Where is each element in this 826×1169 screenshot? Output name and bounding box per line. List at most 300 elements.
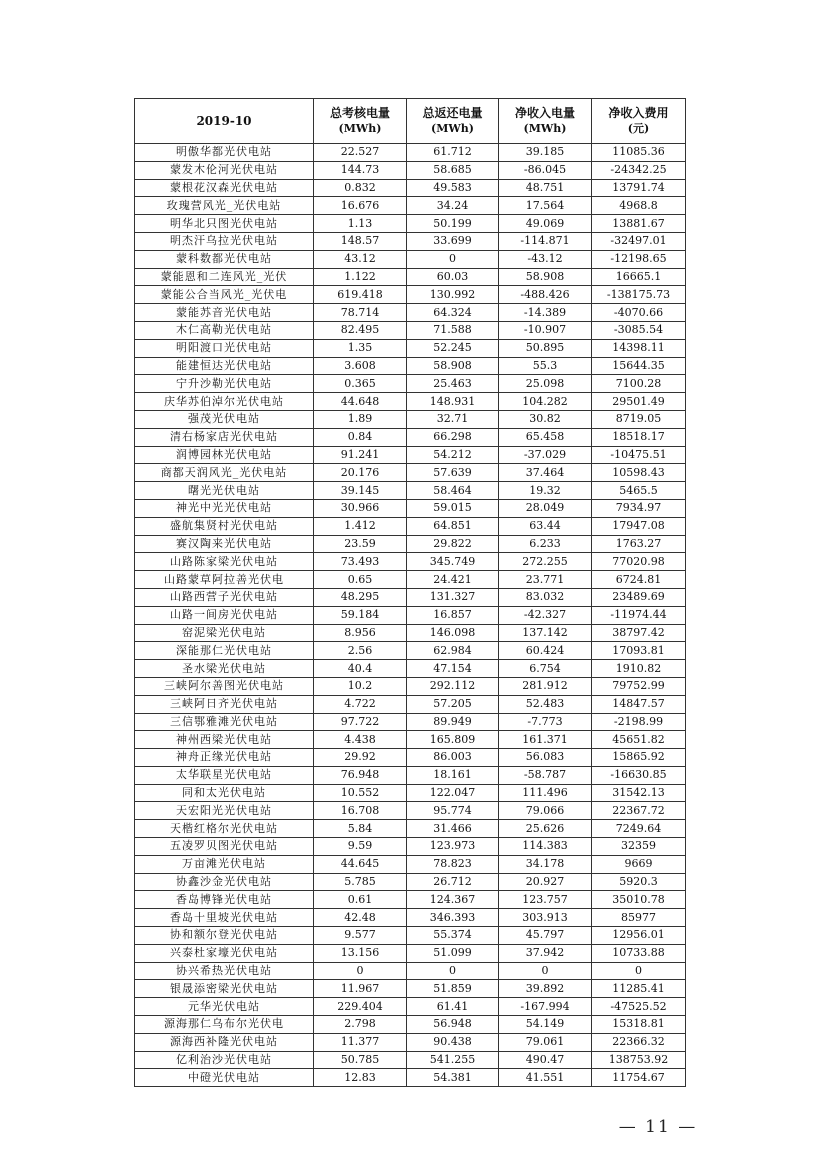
total-returned-cell: 58.685 [407, 161, 499, 179]
total-assessed-cell: 76.948 [314, 766, 407, 784]
total-assessed-cell: 22.527 [314, 144, 407, 162]
station-name-cell: 明杰汗乌拉光伏电站 [135, 232, 314, 250]
net-fee-cell: 7934.97 [592, 499, 686, 517]
table-row [135, 802, 686, 820]
net-energy-cell: 6.233 [499, 535, 592, 553]
station-name-cell: 天楷红格尔光伏电站 [135, 820, 314, 838]
total-assessed-cell: 10.552 [314, 784, 407, 802]
table-row [135, 624, 686, 642]
net-fee-cell: 35010.78 [592, 891, 686, 909]
net-energy-cell: 25.098 [499, 375, 592, 393]
total-assessed-cell: 0.65 [314, 571, 407, 589]
net-energy-cell: 65.458 [499, 428, 592, 446]
table-row [135, 250, 686, 268]
net-fee-cell: 17947.08 [592, 517, 686, 535]
net-fee-cell: 14847.57 [592, 695, 686, 713]
net-energy-cell: 303.913 [499, 909, 592, 927]
net-fee-cell: 45651.82 [592, 731, 686, 749]
net-energy-cell: 114.383 [499, 838, 592, 856]
total-returned-cell: 71.588 [407, 321, 499, 339]
total-assessed-cell: 8.956 [314, 624, 407, 642]
table-row [135, 660, 686, 678]
total-returned-cell: 51.099 [407, 944, 499, 962]
net-energy-cell: 30.82 [499, 410, 592, 428]
total-returned-cell: 541.255 [407, 1051, 499, 1069]
station-name-cell: 能建恒达光伏电站 [135, 357, 314, 375]
table-row [135, 499, 686, 517]
net-fee-cell: 38797.42 [592, 624, 686, 642]
table-header-row [135, 99, 686, 144]
total-returned-cell: 89.949 [407, 713, 499, 731]
total-assessed-cell: 1.35 [314, 339, 407, 357]
total-assessed-cell: 20.176 [314, 464, 407, 482]
net-fee-cell: 6724.81 [592, 571, 686, 589]
total-assessed-cell: 1.122 [314, 268, 407, 286]
station-name-cell: 神舟正缘光伏电站 [135, 749, 314, 767]
total-returned-cell: 50.199 [407, 215, 499, 233]
table-row [135, 749, 686, 767]
net-energy-cell: 137.142 [499, 624, 592, 642]
table-row [135, 1051, 686, 1069]
table-row [135, 464, 686, 482]
total-assessed-cell: 10.2 [314, 677, 407, 695]
net-fee-cell: 23489.69 [592, 588, 686, 606]
net-fee-cell: -24342.25 [592, 161, 686, 179]
total-returned-cell: 124.367 [407, 891, 499, 909]
table-row [135, 713, 686, 731]
net-fee-cell: 17093.81 [592, 642, 686, 660]
total-assessed-cell: 78.714 [314, 304, 407, 322]
net-fee-cell: 14398.11 [592, 339, 686, 357]
net-energy-cell: 104.282 [499, 393, 592, 411]
net-energy-cell: -167.994 [499, 998, 592, 1016]
total-returned-cell: 32.71 [407, 410, 499, 428]
total-returned-cell: 123.973 [407, 838, 499, 856]
total-returned-cell: 292.112 [407, 677, 499, 695]
net-fee-cell: 9669 [592, 855, 686, 873]
station-name-cell: 山路西营子光伏电站 [135, 588, 314, 606]
station-name-cell: 赛汉陶来光伏电站 [135, 535, 314, 553]
total-assessed-cell: 48.295 [314, 588, 407, 606]
table-row [135, 998, 686, 1016]
net-fee-cell: 22366.32 [592, 1033, 686, 1051]
net-fee-cell: 1763.27 [592, 535, 686, 553]
table-row [135, 535, 686, 553]
net-energy-cell: -86.045 [499, 161, 592, 179]
station-name-cell: 明傲华都光伏电站 [135, 144, 314, 162]
station-name-cell: 清右杨家店光伏电站 [135, 428, 314, 446]
total-returned-cell: 18.161 [407, 766, 499, 784]
table-row [135, 375, 686, 393]
total-returned-cell: 148.931 [407, 393, 499, 411]
station-name-cell: 庆华苏伯淖尔光伏电站 [135, 393, 314, 411]
station-name-cell: 三峡阿日齐光伏电站 [135, 695, 314, 713]
table-row [135, 161, 686, 179]
net-energy-cell: 37.942 [499, 944, 592, 962]
total-assessed-cell: 4.438 [314, 731, 407, 749]
total-assessed-cell: 50.785 [314, 1051, 407, 1069]
total-returned-cell: 59.015 [407, 499, 499, 517]
net-energy-cell: 79.066 [499, 802, 592, 820]
total-assessed-cell: 619.418 [314, 286, 407, 304]
total-assessed-cell: 13.156 [314, 944, 407, 962]
net-energy-cell: 123.757 [499, 891, 592, 909]
total-assessed-cell: 44.648 [314, 393, 407, 411]
total-assessed-cell: 29.92 [314, 749, 407, 767]
total-assessed-cell: 144.73 [314, 161, 407, 179]
total-returned-cell: 122.047 [407, 784, 499, 802]
header-title: 总返还电量 [422, 106, 483, 120]
net-fee-cell: 13881.67 [592, 215, 686, 233]
table-row [135, 393, 686, 411]
station-name-cell: 玫瑰营风光_光伏电站 [135, 197, 314, 215]
total-returned-cell: 131.327 [407, 588, 499, 606]
station-name-cell: 蒙根花汉森光伏电站 [135, 179, 314, 197]
station-name-cell: 山路陈家梁光伏电站 [135, 553, 314, 571]
net-energy-cell: -114.871 [499, 232, 592, 250]
total-assessed-cell: 91.241 [314, 446, 407, 464]
page-number: — 11 — [618, 1117, 698, 1137]
total-returned-cell: 130.992 [407, 286, 499, 304]
total-returned-cell: 61.41 [407, 998, 499, 1016]
station-name-cell: 元华光伏电站 [135, 998, 314, 1016]
net-energy-cell: 0 [499, 962, 592, 980]
total-assessed-cell: 59.184 [314, 606, 407, 624]
net-energy-cell: -43.12 [499, 250, 592, 268]
table-row [135, 410, 686, 428]
total-assessed-cell: 2.56 [314, 642, 407, 660]
net-energy-cell: 55.3 [499, 357, 592, 375]
station-name-cell: 源海那仁乌布尔光伏电 [135, 1016, 314, 1034]
net-energy-cell: 54.149 [499, 1016, 592, 1034]
table-row [135, 215, 686, 233]
total-assessed-cell: 97.722 [314, 713, 407, 731]
total-assessed-cell: 3.608 [314, 357, 407, 375]
total-assessed-cell: 1.412 [314, 517, 407, 535]
table-row [135, 197, 686, 215]
total-returned-cell: 56.948 [407, 1016, 499, 1034]
total-assessed-cell: 0.832 [314, 179, 407, 197]
net-fee-cell: -47525.52 [592, 998, 686, 1016]
station-name-cell: 宁升沙勒光伏电站 [135, 375, 314, 393]
table-row [135, 927, 686, 945]
header-unit: (MWh) [431, 122, 474, 135]
net-fee-cell: -11974.44 [592, 606, 686, 624]
total-returned-cell: 51.859 [407, 980, 499, 998]
total-assessed-cell: 9.577 [314, 927, 407, 945]
total-returned-cell: 52.245 [407, 339, 499, 357]
total-returned-cell: 345.749 [407, 553, 499, 571]
table-body [135, 144, 686, 1087]
net-energy-cell: -488.426 [499, 286, 592, 304]
net-energy-cell: 63.44 [499, 517, 592, 535]
total-returned-cell: 26.712 [407, 873, 499, 891]
net-fee-cell: 5920.3 [592, 873, 686, 891]
total-returned-cell: 64.324 [407, 304, 499, 322]
table-row [135, 731, 686, 749]
total-assessed-cell: 5.84 [314, 820, 407, 838]
net-fee-cell: -16630.85 [592, 766, 686, 784]
table-row [135, 909, 686, 927]
net-energy-cell: 37.464 [499, 464, 592, 482]
net-fee-cell: -138175.73 [592, 286, 686, 304]
header-total-assessed [314, 99, 407, 144]
net-fee-cell: -12198.65 [592, 250, 686, 268]
table-row [135, 838, 686, 856]
table-row [135, 855, 686, 873]
net-fee-cell: 32359 [592, 838, 686, 856]
table-row [135, 268, 686, 286]
table-row [135, 1069, 686, 1087]
net-energy-cell: 50.895 [499, 339, 592, 357]
station-name-cell: 神州西梁光伏电站 [135, 731, 314, 749]
net-fee-cell: 15644.35 [592, 357, 686, 375]
net-fee-cell: 0 [592, 962, 686, 980]
table-row [135, 232, 686, 250]
station-name-cell: 蒙科数都光伏电站 [135, 250, 314, 268]
table-row [135, 428, 686, 446]
station-name-cell: 蒙能恩和二连风光_光伏 [135, 268, 314, 286]
settlement-table [134, 98, 686, 1087]
total-returned-cell: 16.857 [407, 606, 499, 624]
total-returned-cell: 62.984 [407, 642, 499, 660]
total-returned-cell: 25.463 [407, 375, 499, 393]
station-name-cell: 银晟添密梁光伏电站 [135, 980, 314, 998]
table-row [135, 517, 686, 535]
net-fee-cell: 22367.72 [592, 802, 686, 820]
net-fee-cell: -10475.51 [592, 446, 686, 464]
total-returned-cell: 58.464 [407, 482, 499, 500]
net-fee-cell: 79752.99 [592, 677, 686, 695]
table-row [135, 962, 686, 980]
net-fee-cell: 11085.36 [592, 144, 686, 162]
net-energy-cell: 45.797 [499, 927, 592, 945]
total-assessed-cell: 1.13 [314, 215, 407, 233]
net-fee-cell: -32497.01 [592, 232, 686, 250]
table-row [135, 588, 686, 606]
total-returned-cell: 64.851 [407, 517, 499, 535]
net-energy-cell: -14.389 [499, 304, 592, 322]
table-row [135, 677, 686, 695]
header-title: 净收入电量 [514, 106, 575, 120]
station-name-cell: 曙光光伏电站 [135, 482, 314, 500]
net-fee-cell: 7249.64 [592, 820, 686, 838]
net-fee-cell: 8719.05 [592, 410, 686, 428]
period-header: 2019-10 [135, 99, 314, 144]
station-name-cell: 润博园林光伏电站 [135, 446, 314, 464]
table-row [135, 179, 686, 197]
total-returned-cell: 60.03 [407, 268, 499, 286]
station-name-cell: 中磴光伏电站 [135, 1069, 314, 1087]
net-energy-cell: 490.47 [499, 1051, 592, 1069]
total-returned-cell: 24.421 [407, 571, 499, 589]
net-fee-cell: 29501.49 [592, 393, 686, 411]
total-returned-cell: 58.908 [407, 357, 499, 375]
net-energy-cell: 56.083 [499, 749, 592, 767]
net-fee-cell: 5465.5 [592, 482, 686, 500]
total-assessed-cell: 229.404 [314, 998, 407, 1016]
station-name-cell: 蒙能公合当风光_光伏电 [135, 286, 314, 304]
net-fee-cell: 16665.1 [592, 268, 686, 286]
station-name-cell: 天宏阳光光伏电站 [135, 802, 314, 820]
table-row [135, 304, 686, 322]
total-assessed-cell: 0.365 [314, 375, 407, 393]
station-name-cell: 三峡阿尔善图光伏电站 [135, 677, 314, 695]
header-net-fee [592, 99, 686, 144]
station-name-cell: 强茂光伏电站 [135, 410, 314, 428]
net-fee-cell: -4070.66 [592, 304, 686, 322]
net-fee-cell: 11285.41 [592, 980, 686, 998]
total-returned-cell: 49.583 [407, 179, 499, 197]
table-row [135, 1016, 686, 1034]
net-energy-cell: -7.773 [499, 713, 592, 731]
total-assessed-cell: 5.785 [314, 873, 407, 891]
station-name-cell: 太华联星光伏电站 [135, 766, 314, 784]
station-name-cell: 木仁高勒光伏电站 [135, 321, 314, 339]
station-name-cell: 五凌罗贝图光伏电站 [135, 838, 314, 856]
total-assessed-cell: 1.89 [314, 410, 407, 428]
header-total-returned [407, 99, 499, 144]
total-assessed-cell: 4.722 [314, 695, 407, 713]
station-name-cell: 万亩滩光伏电站 [135, 855, 314, 873]
total-assessed-cell: 9.59 [314, 838, 407, 856]
net-energy-cell: 161.371 [499, 731, 592, 749]
total-returned-cell: 54.381 [407, 1069, 499, 1087]
net-fee-cell: 12956.01 [592, 927, 686, 945]
station-name-cell: 神光中光光伏电站 [135, 499, 314, 517]
net-energy-cell: 17.564 [499, 197, 592, 215]
total-returned-cell: 0 [407, 962, 499, 980]
net-fee-cell: 31542.13 [592, 784, 686, 802]
header-unit: (MWh) [338, 122, 382, 135]
total-returned-cell: 54.212 [407, 446, 499, 464]
total-assessed-cell: 16.676 [314, 197, 407, 215]
header-unit: (元) [627, 122, 650, 135]
net-energy-cell: 52.483 [499, 695, 592, 713]
total-assessed-cell: 0 [314, 962, 407, 980]
total-returned-cell: 78.823 [407, 855, 499, 873]
station-name-cell: 亿利治沙光伏电站 [135, 1051, 314, 1069]
station-name-cell: 协和额尔登光伏电站 [135, 927, 314, 945]
net-energy-cell: 19.32 [499, 482, 592, 500]
net-energy-cell: 34.178 [499, 855, 592, 873]
station-name-cell: 盛航集贤村光伏电站 [135, 517, 314, 535]
net-fee-cell: 4968.8 [592, 197, 686, 215]
station-name-cell: 协鑫沙金光伏电站 [135, 873, 314, 891]
net-energy-cell: -58.787 [499, 766, 592, 784]
station-name-cell: 蒙发木伦河光伏电站 [135, 161, 314, 179]
total-returned-cell: 66.298 [407, 428, 499, 446]
total-returned-cell: 55.374 [407, 927, 499, 945]
total-returned-cell: 86.003 [407, 749, 499, 767]
net-fee-cell: 85977 [592, 909, 686, 927]
station-name-cell: 三信鄂雅滩光伏电站 [135, 713, 314, 731]
station-name-cell: 协兴希热光伏电站 [135, 962, 314, 980]
total-assessed-cell: 40.4 [314, 660, 407, 678]
station-name-cell: 兴泰杜家壕光伏电站 [135, 944, 314, 962]
header-unit: (MWh) [523, 122, 567, 135]
table-row [135, 980, 686, 998]
table-row [135, 784, 686, 802]
net-energy-cell: -42.327 [499, 606, 592, 624]
net-energy-cell: 39.185 [499, 144, 592, 162]
station-name-cell: 窑泥梁光伏电站 [135, 624, 314, 642]
table-row [135, 873, 686, 891]
net-fee-cell: 10598.43 [592, 464, 686, 482]
total-assessed-cell: 30.966 [314, 499, 407, 517]
header-title: 净收入费用 [608, 106, 669, 120]
net-energy-cell: 281.912 [499, 677, 592, 695]
header-net-energy [499, 99, 592, 144]
station-name-cell: 香岛博锋光伏电站 [135, 891, 314, 909]
total-returned-cell: 57.205 [407, 695, 499, 713]
table-row [135, 286, 686, 304]
net-energy-cell: 39.892 [499, 980, 592, 998]
station-name-cell: 同和太光伏电站 [135, 784, 314, 802]
net-fee-cell: -2198.99 [592, 713, 686, 731]
total-assessed-cell: 23.59 [314, 535, 407, 553]
net-fee-cell: 15318.81 [592, 1016, 686, 1034]
total-assessed-cell: 11.967 [314, 980, 407, 998]
total-returned-cell: 29.822 [407, 535, 499, 553]
net-energy-cell: 41.551 [499, 1069, 592, 1087]
total-assessed-cell: 2.798 [314, 1016, 407, 1034]
total-assessed-cell: 44.645 [314, 855, 407, 873]
total-returned-cell: 95.774 [407, 802, 499, 820]
total-assessed-cell: 16.708 [314, 802, 407, 820]
table-row [135, 321, 686, 339]
station-name-cell: 山路蒙草阿拉善光伏电 [135, 571, 314, 589]
net-fee-cell: 10733.88 [592, 944, 686, 962]
station-name-cell: 山路一间房光伏电站 [135, 606, 314, 624]
total-returned-cell: 90.438 [407, 1033, 499, 1051]
station-name-cell: 明阳渡口光伏电站 [135, 339, 314, 357]
net-energy-cell: 25.626 [499, 820, 592, 838]
net-energy-cell: 20.927 [499, 873, 592, 891]
table-row [135, 357, 686, 375]
total-assessed-cell: 11.377 [314, 1033, 407, 1051]
table-row [135, 339, 686, 357]
total-returned-cell: 165.809 [407, 731, 499, 749]
net-energy-cell: 272.255 [499, 553, 592, 571]
header-title: 总考核电量 [329, 106, 390, 120]
station-name-cell: 圣水梁光伏电站 [135, 660, 314, 678]
net-energy-cell: 48.751 [499, 179, 592, 197]
net-fee-cell: 1910.82 [592, 660, 686, 678]
station-name-cell: 明华北只图光伏电站 [135, 215, 314, 233]
station-name-cell: 源海西补隆光伏电站 [135, 1033, 314, 1051]
total-assessed-cell: 43.12 [314, 250, 407, 268]
net-energy-cell: 60.424 [499, 642, 592, 660]
table-row [135, 642, 686, 660]
net-fee-cell: 18518.17 [592, 428, 686, 446]
net-fee-cell: 15865.92 [592, 749, 686, 767]
table-row [135, 820, 686, 838]
net-fee-cell: 13791.74 [592, 179, 686, 197]
table-row [135, 766, 686, 784]
net-fee-cell: -3085.54 [592, 321, 686, 339]
net-energy-cell: 49.069 [499, 215, 592, 233]
net-energy-cell: 111.496 [499, 784, 592, 802]
total-assessed-cell: 39.145 [314, 482, 407, 500]
net-energy-cell: 58.908 [499, 268, 592, 286]
table-row [135, 695, 686, 713]
total-assessed-cell: 12.83 [314, 1069, 407, 1087]
total-returned-cell: 346.393 [407, 909, 499, 927]
total-returned-cell: 146.098 [407, 624, 499, 642]
total-assessed-cell: 73.493 [314, 553, 407, 571]
net-fee-cell: 7100.28 [592, 375, 686, 393]
